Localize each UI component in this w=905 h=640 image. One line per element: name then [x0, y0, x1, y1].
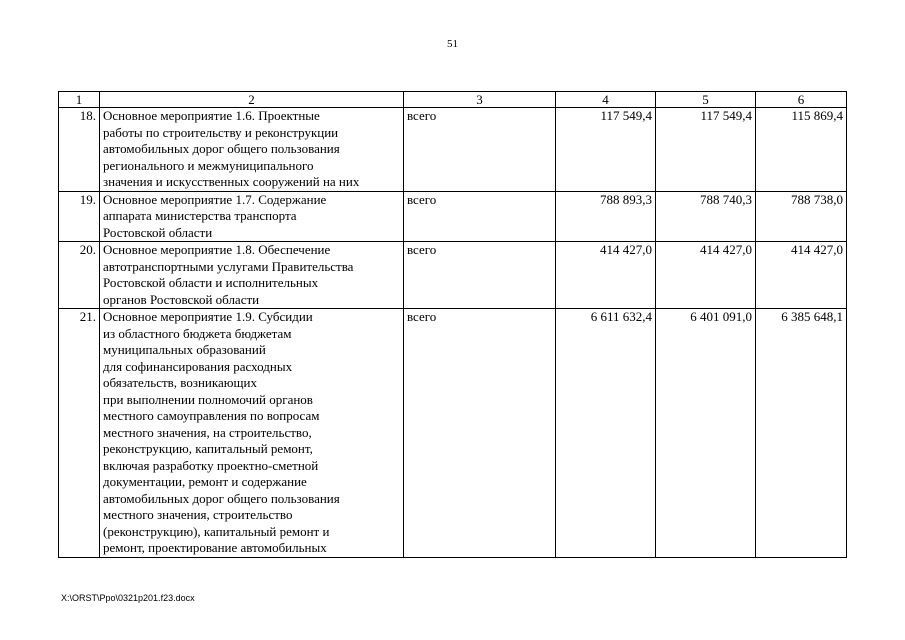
- budget-table: [58, 91, 847, 558]
- table-row: [59, 242, 847, 309]
- file-path-footer: X:\ORST\Ppo\0321p201.f23.docx: [61, 593, 195, 603]
- page-number: 51: [447, 38, 458, 50]
- row-value-6: 6 385 648,1: [756, 309, 847, 558]
- header-cell: 2: [100, 92, 404, 108]
- description-line: работы по строительству и реконструкции: [103, 124, 339, 140]
- description-line: включая разработку проектно-сметной: [103, 457, 319, 473]
- row-value-6: 414 427,0: [756, 242, 847, 309]
- row-description: [100, 309, 404, 558]
- description-line: Ростовской области: [103, 224, 213, 240]
- description-line: реконструкцию, капитальный ремонт,: [103, 441, 313, 456]
- table-row: [59, 108, 847, 192]
- description-line: при выполнении полномочий органов: [103, 391, 313, 407]
- table-header-row: [59, 92, 847, 108]
- description-line: значения и искусственных сооружений на них: [103, 174, 360, 189]
- description-line: обязательств, возникающих: [103, 375, 257, 390]
- description-line: (реконструкцию), капитальный ремонт и: [103, 523, 330, 539]
- description-line: Основное мероприятие 1.8. Обеспечение: [103, 242, 331, 257]
- description-line: Основное мероприятие 1.7. Содержание: [103, 191, 327, 207]
- row-type: всего: [404, 242, 556, 309]
- row-number: 21.: [59, 309, 100, 558]
- description-line: местного значения, на строительство,: [103, 424, 312, 440]
- row-value-4: 788 893,3: [556, 191, 656, 242]
- header-cell: 4: [556, 92, 656, 108]
- description-line: автомобильных дорог общего пользования: [103, 141, 340, 156]
- description-line: местного значения, строительство: [103, 507, 293, 522]
- row-value-5: 788 740,3: [656, 191, 756, 242]
- description-line: Основное мероприятие 1.9. Субсидии: [103, 309, 313, 324]
- description-line: автотранспортными услугами Правительства: [103, 258, 354, 274]
- row-type: всего: [404, 108, 556, 192]
- description-line: аппарата министерства транспорта: [103, 208, 297, 223]
- row-description: [100, 242, 404, 309]
- header-cell: 5: [656, 92, 756, 108]
- row-number: 20.: [59, 242, 100, 309]
- row-type: всего: [404, 309, 556, 558]
- row-description: [100, 108, 404, 192]
- description-line: местного самоуправления по вопросам: [103, 408, 320, 423]
- row-value-5: 117 549,4: [656, 108, 756, 192]
- table-row: [59, 309, 847, 558]
- row-value-4: 6 611 632,4: [556, 309, 656, 558]
- description-line: автомобильных дорог общего пользования: [103, 490, 340, 506]
- row-value-4: 414 427,0: [556, 242, 656, 309]
- header-cell: 1: [59, 92, 100, 108]
- header-cell: 3: [404, 92, 556, 108]
- description-line: Ростовской области и исполнительных: [103, 275, 319, 290]
- description-line: регионального и межмуниципального: [103, 157, 314, 173]
- description-line: для софинансирования расходных: [103, 358, 293, 374]
- row-value-5: 414 427,0: [656, 242, 756, 309]
- header-cell: 6: [756, 92, 847, 108]
- description-line: органов Ростовской области: [103, 291, 260, 307]
- table-row: [59, 191, 847, 242]
- row-value-6: 115 869,4: [756, 108, 847, 192]
- row-number: 18.: [59, 108, 100, 192]
- row-value-6: 788 738,0: [756, 191, 847, 242]
- row-description: [100, 191, 404, 242]
- description-line: Основное мероприятие 1.6. Проектные: [103, 108, 320, 123]
- row-value-5: 6 401 091,0: [656, 309, 756, 558]
- row-number: 19.: [59, 191, 100, 242]
- description-line: ремонт, проектирование автомобильных: [103, 540, 327, 555]
- row-value-4: 117 549,4: [556, 108, 656, 192]
- description-line: документации, ремонт и содержание: [103, 474, 307, 489]
- description-line: из областного бюджета бюджетам: [103, 325, 292, 341]
- description-line: муниципальных образований: [103, 342, 266, 357]
- row-type: всего: [404, 191, 556, 242]
